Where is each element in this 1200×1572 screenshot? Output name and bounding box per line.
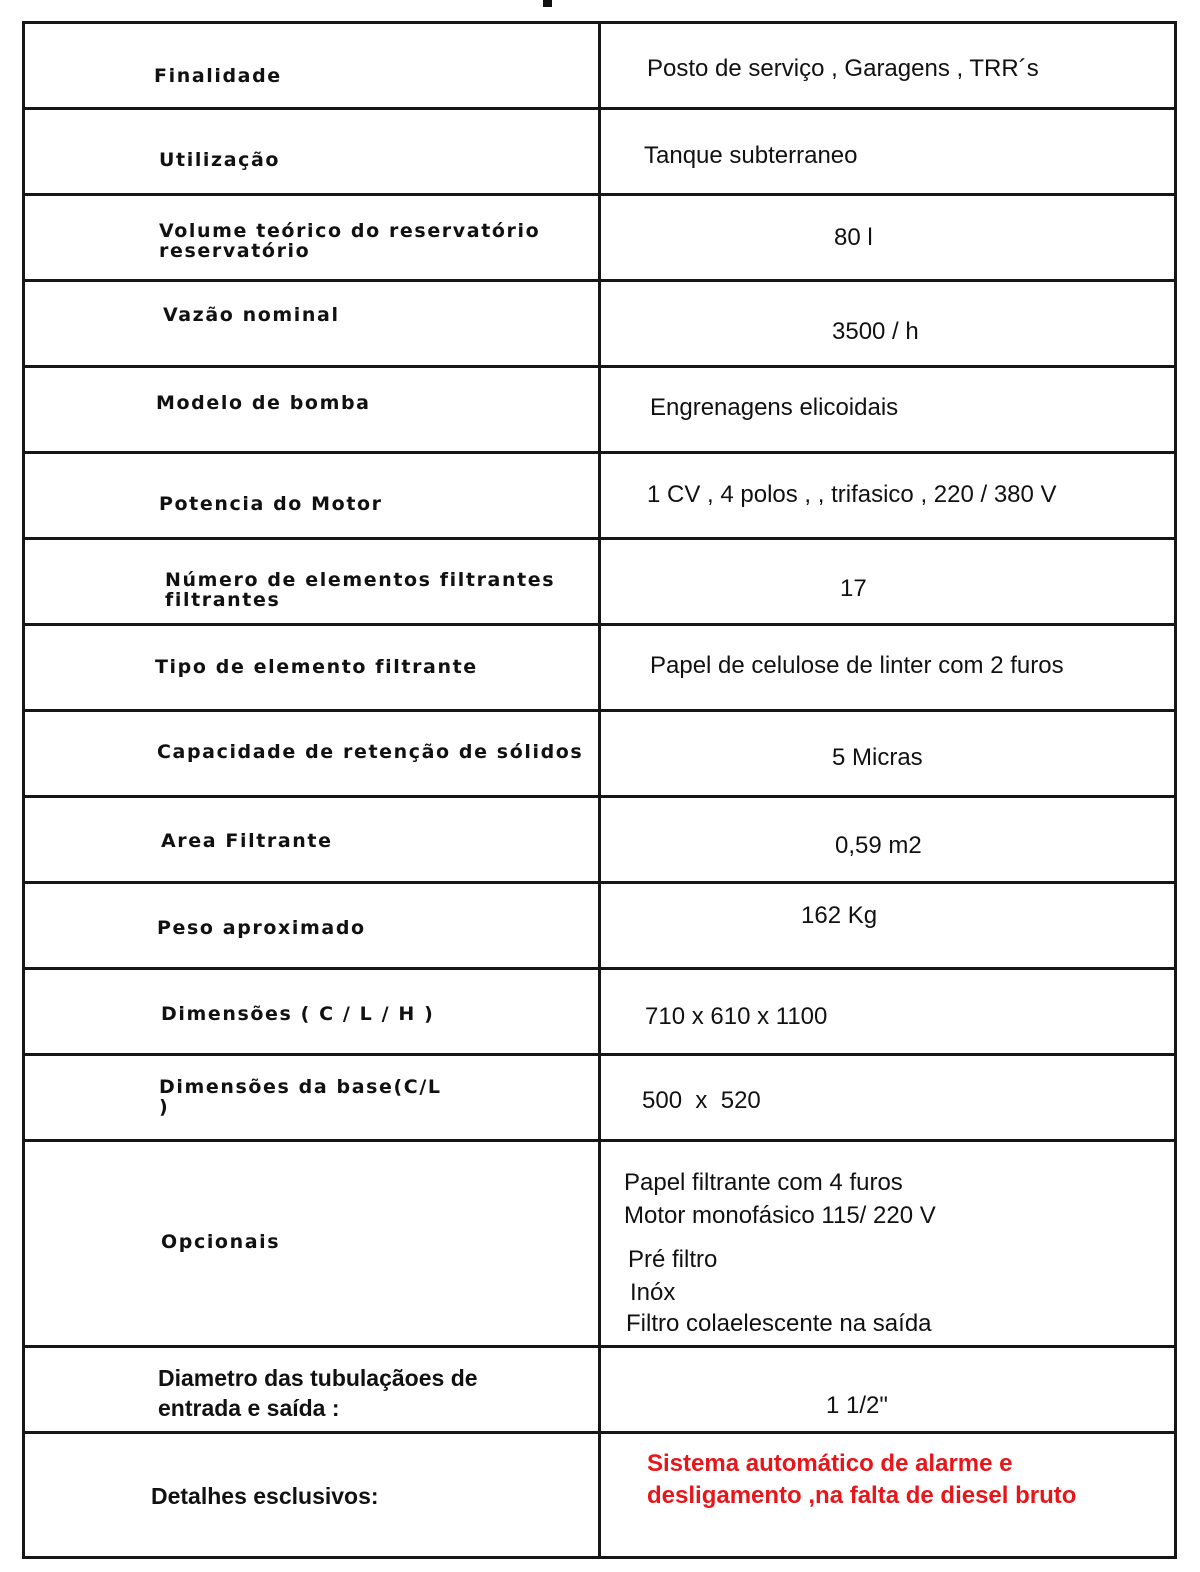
row-label: Dimensões da base(C/L ) — [159, 1076, 442, 1118]
label-cell — [24, 23, 600, 109]
opcionais-label: Opcionais — [161, 1230, 281, 1253]
row-value: 3500 / h — [832, 318, 919, 345]
table-row — [24, 969, 1176, 1055]
value-cell — [600, 797, 1176, 883]
table-row — [24, 367, 1176, 453]
row-label: Dimensões ( C / L / H ) — [161, 1003, 435, 1025]
value-cell — [600, 1347, 1176, 1433]
row-value: 5 Micras — [832, 744, 923, 771]
diametro-label: Diametro das tubulaçãoes de entrada e saída : — [158, 1365, 478, 1421]
row-label: Volume teórico do reservatório reservatório — [159, 220, 541, 262]
list-item: Papel filtrante com 4 furos — [624, 1169, 903, 1196]
row-value: 162 Kg — [801, 902, 878, 929]
row-label: Potencia do Motor — [159, 493, 383, 515]
label-cell — [24, 1433, 600, 1558]
table-row — [24, 23, 1176, 109]
label-cell — [24, 883, 600, 969]
spec-table — [22, 21, 1177, 1559]
row-label: Peso aproximado — [157, 917, 366, 939]
detalhes-label: Detalhes esclusivos: — [151, 1483, 379, 1509]
table-row — [24, 1141, 1176, 1347]
table-row — [24, 797, 1176, 883]
label-cell — [24, 539, 600, 625]
value-cell — [600, 883, 1176, 969]
list-item: Inóx — [630, 1279, 676, 1306]
row-label: Area Filtrante — [161, 830, 333, 852]
opcionais-list — [601, 1142, 1174, 1340]
label-cell — [24, 367, 600, 453]
table-row — [24, 109, 1176, 195]
table-row — [24, 453, 1176, 539]
diametro-value: 1 1/2" — [826, 1392, 888, 1419]
row-label: Capacidade de retenção de sólidos — [157, 741, 584, 763]
value-cell — [600, 195, 1176, 281]
value-cell — [600, 281, 1176, 367]
row-value: 80 l — [834, 224, 873, 251]
value-cell — [600, 1141, 1176, 1347]
row-value: 500 x 520 — [642, 1087, 761, 1114]
row-value: 17 — [840, 575, 867, 602]
label-cell — [24, 109, 600, 195]
row-value: 1 CV , 4 polos , , trifasico , 220 / 380 V — [647, 481, 1057, 508]
list-item: Pré filtro — [628, 1246, 718, 1273]
label-cell — [24, 969, 600, 1055]
table-row — [24, 1433, 1176, 1558]
value-cell — [600, 625, 1176, 711]
list-item: Filtro colaelescente na saída — [626, 1310, 932, 1337]
row-label: Finalidade — [154, 65, 282, 87]
label-cell — [24, 1141, 600, 1347]
label-cell — [24, 1055, 600, 1141]
value-cell — [600, 969, 1176, 1055]
row-label: Número de elementos filtrantes filtrantes — [165, 569, 556, 611]
table-row — [24, 1347, 1176, 1433]
table-row — [24, 1055, 1176, 1141]
value-cell — [600, 539, 1176, 625]
value-cell — [600, 23, 1176, 109]
table-row — [24, 195, 1176, 281]
value-cell — [600, 109, 1176, 195]
value-cell — [600, 367, 1176, 453]
row-label: Vazão nominal — [163, 304, 340, 326]
row-value: 710 x 610 x 1100 — [645, 1003, 828, 1030]
row-label: Utilização — [159, 149, 281, 171]
label-cell — [24, 195, 600, 281]
detalhes-value: Sistema automático de alarme e desligamento ,na falta de diesel bruto — [647, 1450, 1077, 1509]
value-cell — [600, 711, 1176, 797]
list-item: Motor monofásico 115/ 220 V — [624, 1202, 936, 1229]
table-row — [24, 281, 1176, 367]
row-value: 0,59 m2 — [835, 832, 922, 859]
row-label: Tipo de elemento filtrante — [155, 656, 478, 678]
table-row — [24, 711, 1176, 797]
value-cell — [600, 1433, 1176, 1558]
label-cell — [24, 453, 600, 539]
table-row — [24, 883, 1176, 969]
value-cell — [600, 1055, 1176, 1141]
label-cell — [24, 1347, 600, 1433]
title-fragment-mark — [543, 0, 552, 7]
label-cell — [24, 711, 600, 797]
table-row — [24, 625, 1176, 711]
label-cell — [24, 797, 600, 883]
row-value: Engrenagens elicoidais — [650, 394, 899, 421]
table-row — [24, 539, 1176, 625]
row-value: Papel de celulose de linter com 2 furos — [650, 652, 1064, 679]
row-value: Tanque subterraneo — [644, 142, 858, 169]
row-value: Posto de serviço , Garagens , TRR´s — [647, 55, 1039, 82]
label-cell — [24, 625, 600, 711]
value-cell — [600, 453, 1176, 539]
label-cell — [24, 281, 600, 367]
row-label: Modelo de bomba — [156, 392, 371, 414]
